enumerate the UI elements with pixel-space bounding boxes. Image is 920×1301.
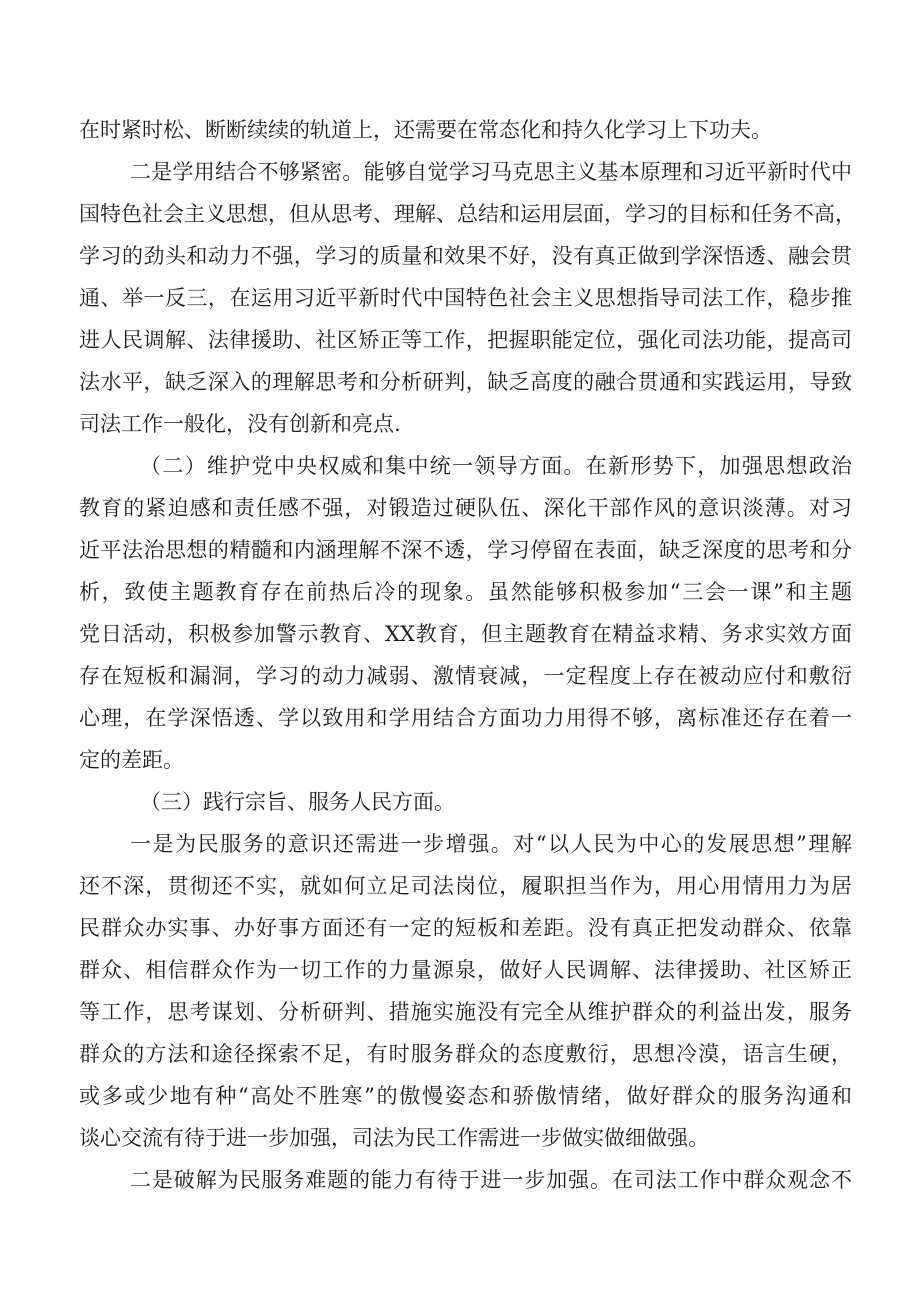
text-line-20: 民群众办实事、办好事方面还有一定的短板和差距。没有真正把发动群众、依靠 xyxy=(79,916,852,940)
text-line-19: 还不深，贯彻还不实，就如何立足司法岗位，履职担当作为，用心用情用力为居 xyxy=(79,874,852,898)
text-line-13: 党日活动，积极参加警示教育、XX教育，但主题教育在精益求精、务求实效方面 xyxy=(79,622,852,646)
text-line-24: 或多或少地有种“高处不胜寒”的傲慢姿态和骄傲情绪，做好群众的服务沟通和 xyxy=(79,1084,852,1108)
text-line-7: 法水平，缺乏深入的理解思考和分析研判，缺乏高度的融合贯通和实践运用，导致 xyxy=(79,370,852,394)
text-line-25: 谈心交流有待于进一步加强，司法为民工作需进一步做实做细做强。 xyxy=(79,1126,709,1150)
text-line-5: 通、举一反三，在运用习近平新时代中国特色社会主义思想指导司法工作，稳步推 xyxy=(79,286,852,310)
text-line-4: 学习的劲头和动力不强，学习的质量和效果不好，没有真正做到学深悟透、融会贯 xyxy=(79,244,852,268)
text-line-10: 教育的紧迫感和责任感不强，对锻造过硬队伍、深化干部作风的意识淡薄。对习 xyxy=(79,496,852,520)
text-line-8: 司法工作一般化，没有创新和亮点. xyxy=(79,412,401,436)
text-line-14: 存在短板和漏洞，学习的动力减弱、激情衰减，一定程度上存在被动应付和敷衍 xyxy=(79,664,852,688)
text-line-18: 一是为民服务的意识还需进一步增强。对“以人民为中心的发展思想”理解 xyxy=(130,832,852,856)
text-line-15: 心理，在学深悟透、学以致用和学用结合方面功力用得不够，离标准还存在着一 xyxy=(79,706,852,730)
text-line-23: 群众的方法和途径探索不足，有时服务群众的态度敷衍，思想冷漠，语言生硬， xyxy=(79,1042,852,1066)
text-line-2: 二是学用结合不够紧密。能够自觉学习马克思主义基本原理和习近平新时代中 xyxy=(130,160,852,184)
text-line-16: 定的差距。 xyxy=(79,748,184,772)
text-line-6: 进人民调解、法律援助、社区矫正等工作，把握职能定位，强化司法功能，提高司 xyxy=(79,328,852,352)
section-heading-2: （二）维护党中央权威和集中统一领导方面。在新形势下，加强思想政治 xyxy=(140,454,852,478)
text-line-21: 群众、相信群众作为一切工作的力量源泉，做好人民调解、法律援助、社区矫正 xyxy=(79,958,852,982)
text-line-26: 二是破解为民服务难题的能力有待于进一步加强。在司法工作中群众观念不 xyxy=(130,1168,852,1192)
text-line-22: 等工作，思考谋划、分析研判、措施实施没有完全从维护群众的利益出发，服务 xyxy=(79,1000,852,1024)
text-line-11: 近平法治思想的精髓和内涵理解不深不透，学习停留在表面，缺乏深度的思考和分 xyxy=(79,538,852,562)
text-line-3: 国特色社会主义思想，但从思考、理解、总结和运用层面，学习的目标和任务不高， xyxy=(79,202,856,226)
section-heading-3: （三）践行宗旨、服务人民方面。 xyxy=(140,790,455,814)
text-line-12: 析，致使主题教育存在前热后冷的现象。虽然能够积极参加“三会一课”和主题 xyxy=(79,580,852,604)
text-line-1: 在时紧时松、断断续续的轨道上，还需要在常态化和持久化学习上下功夫。 xyxy=(79,118,772,142)
